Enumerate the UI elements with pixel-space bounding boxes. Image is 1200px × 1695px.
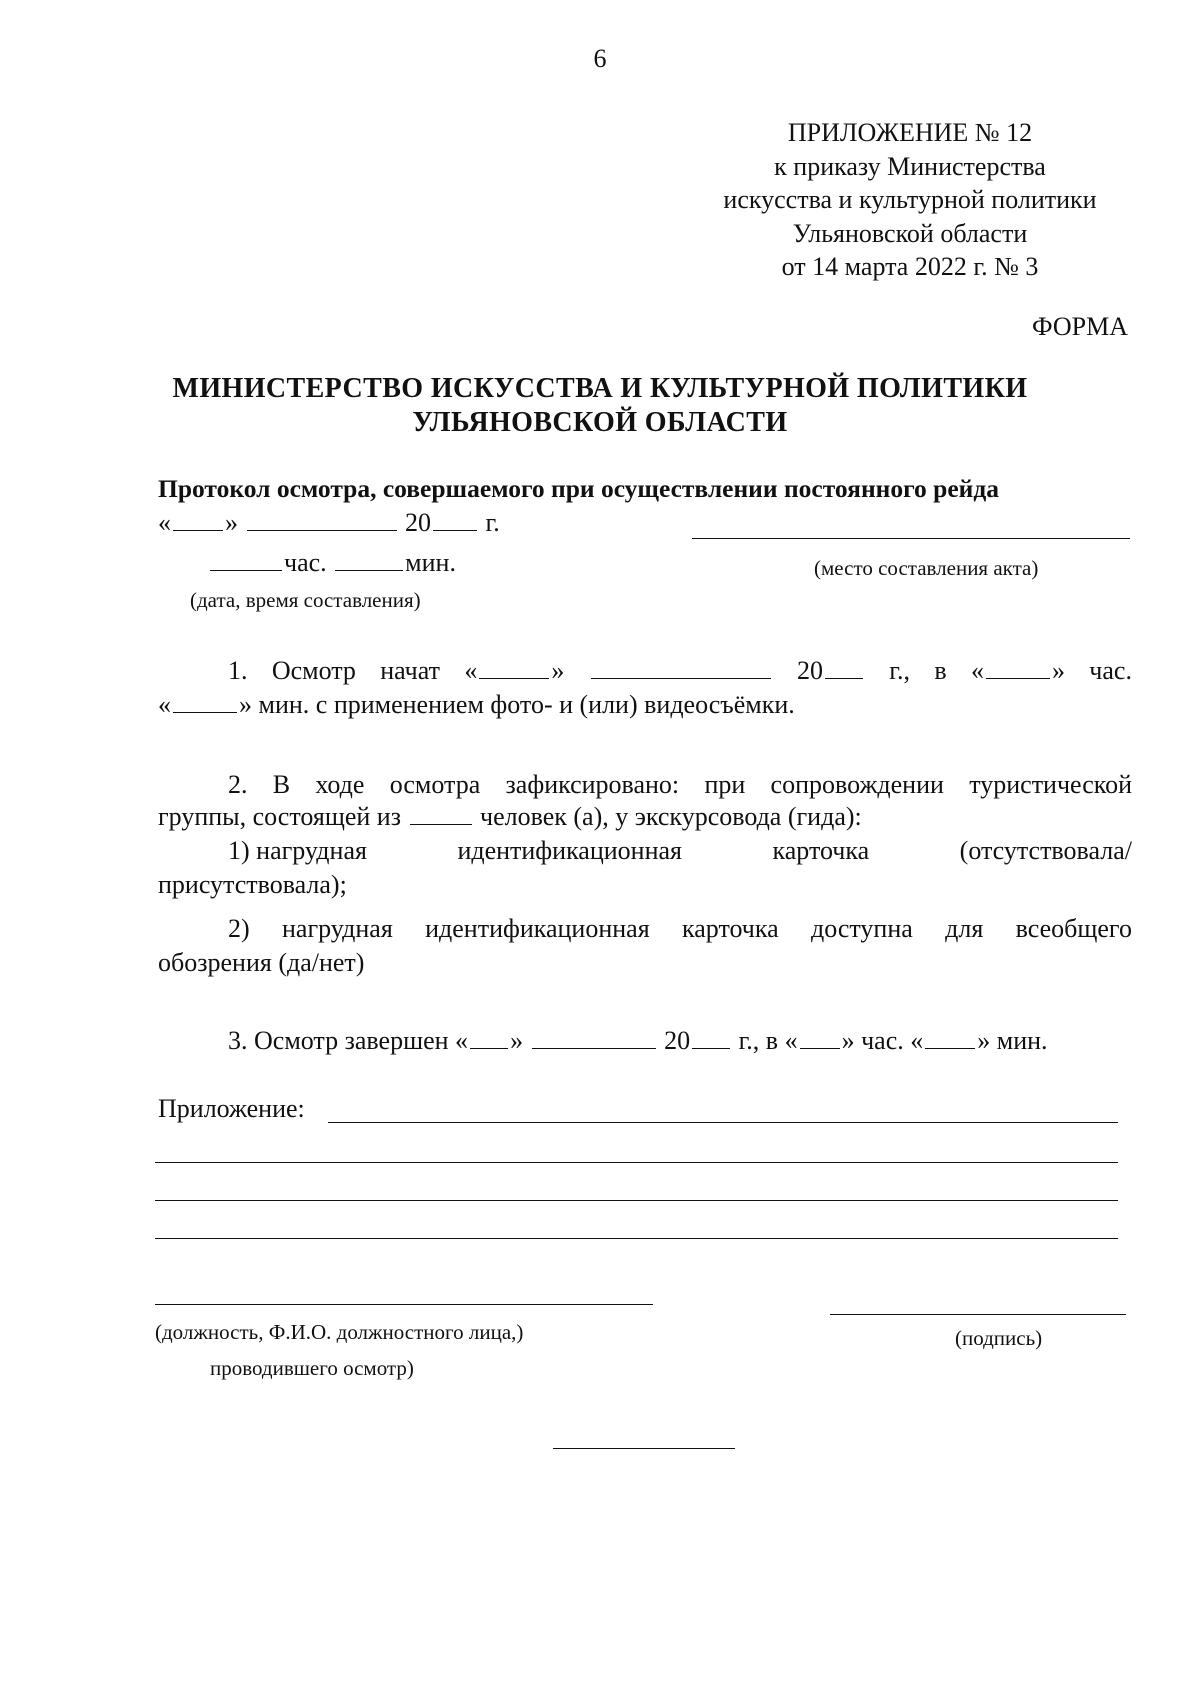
- item3-hours-label: » час. «: [841, 1026, 924, 1055]
- date-caption: (дата, время составления): [190, 588, 421, 612]
- item1-number: 1.: [228, 656, 248, 685]
- minutes-blank[interactable]: [335, 550, 403, 571]
- item2-sub1-word-4: (отсутствовала/: [959, 836, 1132, 865]
- year-suffix: г.: [485, 508, 500, 537]
- item1-word-2: начат: [380, 656, 440, 685]
- item1-quote-close: »: [551, 656, 565, 685]
- form-label: ФОРМА: [1032, 312, 1128, 341]
- attachment-line-2[interactable]: [155, 1162, 1118, 1163]
- attachment-label: Приложение:: [158, 1094, 305, 1123]
- item1-line2-tail: » мин. с применением фото- и (или) видеосъёмки.: [239, 690, 795, 719]
- item2-sub1-line-2: присутствовала);: [158, 870, 347, 899]
- item1-year-blank[interactable]: [825, 658, 863, 679]
- item3-minutes-label: » мин.: [977, 1026, 1048, 1055]
- item2-sub1-word-3: карточка: [772, 836, 870, 865]
- appendix-title: ПРИЛОЖЕНИЕ № 12: [787, 118, 1033, 147]
- item2-sub2-word-4: карточка: [682, 914, 779, 943]
- item2-line2-start: группы, состоящей из: [158, 802, 401, 831]
- item3-year-suffix: г., в «: [738, 1026, 798, 1055]
- item1-hour-quote-open: «: [970, 656, 984, 685]
- item1-minute-blank[interactable]: [173, 692, 237, 713]
- item3-month-blank[interactable]: [532, 1028, 656, 1049]
- item3-year-prefix: 20: [664, 1026, 691, 1055]
- closing-divider: [553, 1448, 735, 1449]
- item1-hour-blank[interactable]: [986, 658, 1050, 679]
- signature-blank[interactable]: [830, 1314, 1126, 1315]
- quote-close: »: [225, 508, 238, 537]
- item2-line-1: [228, 770, 1132, 800]
- item2-word-1: 2.: [228, 770, 248, 799]
- item2-word-5: зафиксировано:: [505, 770, 680, 799]
- official-blank[interactable]: [155, 1304, 653, 1305]
- minutes-label: мин.: [405, 548, 456, 577]
- attachment-line-1[interactable]: [328, 1122, 1118, 1123]
- item1-line-1: [228, 656, 1132, 686]
- place-caption: (место составления акта): [814, 556, 1039, 580]
- item2-sub2-word-7: всеобщего: [1015, 914, 1132, 943]
- attachment-line-3[interactable]: [155, 1200, 1118, 1201]
- item3-day-blank[interactable]: [470, 1028, 508, 1049]
- item1-year-suffix: г.,: [889, 656, 911, 685]
- day-blank[interactable]: [173, 510, 223, 531]
- item3-q-close: »: [510, 1026, 524, 1055]
- date-line: [158, 508, 500, 538]
- item2-word-7: сопровождении: [770, 770, 944, 799]
- item3-line: [228, 1026, 1048, 1056]
- item3-minute-blank[interactable]: [925, 1028, 975, 1049]
- appendix-line-4: от 14 марта 2022 г. № 3: [781, 252, 1039, 281]
- attachment-line-4[interactable]: [155, 1238, 1118, 1239]
- ministry-line-2: УЛЬЯНОВСКОЙ ОБЛАСТИ: [412, 407, 788, 438]
- item2-sub2-line-1: [228, 914, 1132, 944]
- item1-word-1: Осмотр: [271, 656, 356, 685]
- year-prefix: 20: [405, 508, 431, 537]
- item2-sub2-line-2: обозрения (да/нет): [158, 948, 365, 977]
- official-caption-line-1: (должность, Ф.И.О. должностного лица,): [155, 1320, 524, 1344]
- ministry-heading: [0, 372, 1200, 440]
- item1-hour-quote-close: »: [1051, 656, 1065, 685]
- item2-people-blank[interactable]: [410, 804, 472, 825]
- protocol-title: Протокол осмотра, совершаемого при осуществлении постоянного рейда: [158, 474, 1000, 503]
- item2-line2-end: человек (а), у экскурсовода (гида):: [480, 802, 862, 831]
- item2-sub2-word-6: для: [945, 914, 984, 943]
- item3-hour-blank[interactable]: [800, 1028, 840, 1049]
- month-blank[interactable]: [247, 510, 397, 531]
- item1-day-blank[interactable]: [479, 658, 549, 679]
- item1-quote-open: «: [464, 656, 478, 685]
- ministry-line-1: МИНИСТЕРСТВО ИСКУССТВА И КУЛЬТУРНОЙ ПОЛИТИКИ: [172, 373, 1028, 404]
- year-blank[interactable]: [433, 510, 477, 531]
- item2-sub2-word-5: доступна: [810, 914, 913, 943]
- item3-text-start: 3. Осмотр завершен «: [228, 1026, 469, 1055]
- appendix-line-3: Ульяновской области: [792, 218, 1028, 248]
- item2-line-2: [158, 802, 862, 832]
- time-line: [208, 548, 456, 578]
- item1-hours-label: час.: [1089, 656, 1132, 685]
- appendix-block: [640, 116, 1180, 284]
- item1-month-blank[interactable]: [591, 658, 771, 679]
- item2-sub1-line-1: [228, 836, 1132, 866]
- item1-prep: в: [934, 656, 947, 685]
- item2-word-4: осмотра: [389, 770, 481, 799]
- item2-sub2-word-3: идентификационная: [425, 914, 650, 943]
- item2-sub1-word-1: 1) нагрудная: [228, 836, 367, 865]
- quote-open: «: [158, 508, 171, 537]
- item2-word-2: В: [272, 770, 291, 799]
- place-blank[interactable]: [692, 538, 1130, 539]
- item2-word-8: туристической: [969, 770, 1132, 799]
- item1-min-quote-open: «: [158, 690, 171, 719]
- appendix-line-1: к приказу Министерства: [774, 151, 1046, 181]
- item2-word-3: ходе: [315, 770, 365, 799]
- page-number: 6: [593, 44, 607, 73]
- appendix-line-2: искусства и культурной политики: [723, 185, 1097, 214]
- item2-sub2-word-2: нагрудная: [282, 914, 393, 943]
- hours-label: час.: [284, 548, 327, 577]
- item2-sub1-word-2: идентификационная: [457, 836, 683, 865]
- hours-blank[interactable]: [210, 550, 282, 571]
- official-caption-line-2: проводившего осмотр): [210, 1356, 414, 1380]
- item2-word-6: при: [704, 770, 746, 799]
- item1-year-prefix: 20: [796, 656, 823, 685]
- item1-line-2: [158, 690, 795, 720]
- item3-year-blank[interactable]: [692, 1028, 730, 1049]
- signature-caption: (подпись): [955, 1326, 1043, 1350]
- item2-sub2-word-1: 2): [228, 914, 250, 943]
